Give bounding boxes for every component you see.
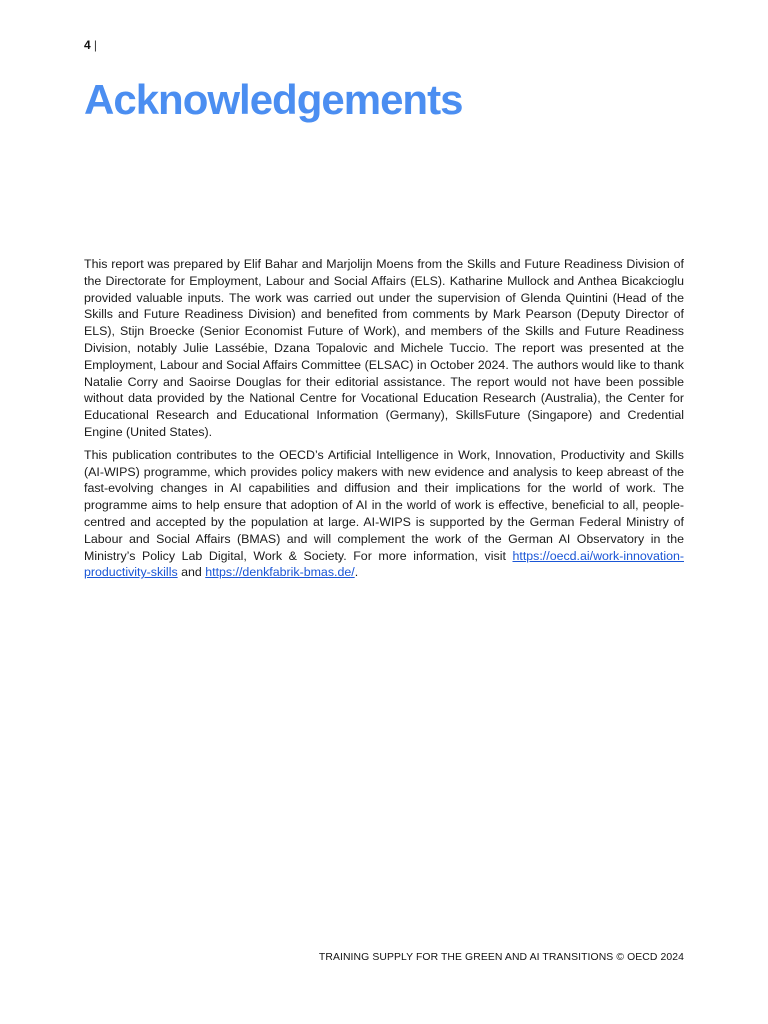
page-title: Acknowledgements [84,76,463,123]
page-number-value: 4 [84,38,91,52]
page-footer: TRAINING SUPPLY FOR THE GREEN AND AI TRANSITIONS © OECD 2024 [318,952,684,963]
acknowledgements-body [84,256,684,587]
paragraph-report-preparation: This report was prepared by Elif Bahar and Marjolijn Moens from the Skills and Future Readiness Division of the Directorate for Employment, Labour and Social Affairs (ELS). Katharine Mullock and Anthea Bicakcioglu provided valuable inputs. The work was carried out under the supervision of Glenda Quintini (Head of the Skills and Future Readiness Division) and benefited from comments by Mark Pearson (Deputy Director of ELS), Stijn Broecke (Senior Economist Future of Work), and members of the Skills and Future Readiness Division, notably Julie Lassébie, Dzana Topalovic and Michele Tuccio. The report was presented at the Employment, Labour and Social Affairs Committee (ELSAC) in October 2024. The authors would like to thank Natalie Corry and Saoirse Douglas for their editorial assistance. The report would not have been possible without data provided by the National Centre for Vocational Education Research (Australia), the Center for Educational Research and Educational Information (Germany), SkillsFuture (Singapore) and Credential Engine (United States). [84,257,684,439]
paragraph-ai-wips-text: This publication contributes to the OECD’s Artificial Intelligence in Work, Innovation, Productivity and Skills (AI-WIPS) programme, which provides policy makers with new evidence and analysis to keep abreast of the fast-evolving changes in AI capabilities and diffusion and their implications for the world of work. The programme aims to help ensure that adoption of AI in the world of work is effective, beneficial to all, people-centred and accepted by the population at large. AI-WIPS is supported by the German Federal Ministry of Labour and Social Affairs (BMAS) and will complement the work of the German AI Observatory in the Ministry’s Policy Lab Digital, Work & Society. For more information, visit [84,447,684,563]
page-number-separator: | [93,38,98,52]
paragraph-ai-wips [84,447,684,581]
paragraph-ending: . [354,565,359,580]
link-conjunction: and [181,565,202,580]
denkfabrik-link[interactable]: https://denkfabrik-bmas.de/ [205,565,355,580]
oecd-ai-link[interactable]: https://oecd.ai/work-innovation-productivity-skills [84,548,684,580]
page-number [84,38,97,52]
